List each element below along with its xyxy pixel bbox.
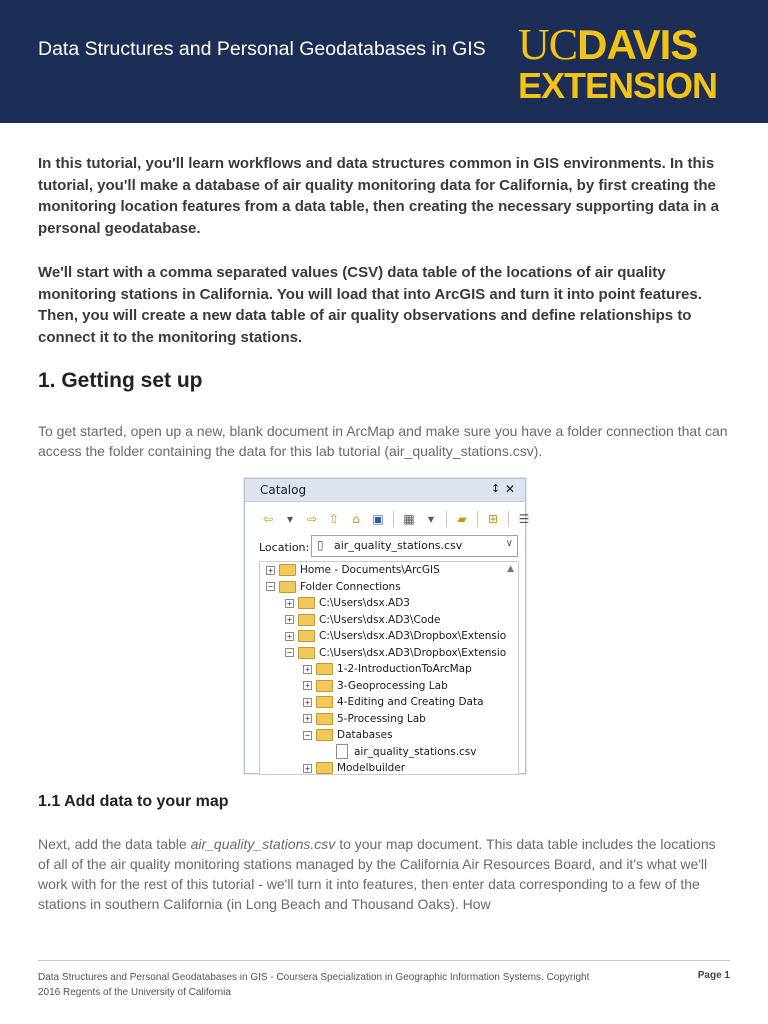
tree-item xyxy=(303,760,405,776)
add-data-text-start: Next, add the data table xyxy=(38,836,191,852)
folder-icon xyxy=(316,696,333,708)
logo-extension: EXTENSION xyxy=(518,65,718,106)
tree-item-label: C:\Users\dsx.AD3 xyxy=(319,597,410,609)
expand-icon: + xyxy=(303,714,312,723)
dropdown-icon: ▾ xyxy=(427,512,435,526)
tree-item-label: C:\Users\dsx.AD3\Code xyxy=(319,613,441,626)
folder-icon xyxy=(298,647,315,659)
connect-folder-icon: ▰ xyxy=(457,512,467,526)
catalog-title-bar xyxy=(245,479,525,502)
toolbar-separator xyxy=(508,511,509,527)
intro-paragraph-1: In this tutorial, you'll learn workflows and data structures common in GIS environments. In this tutorial, you'll make a database of air quality monitoring data for California, by first creating the monitoring location features from a data table, then creating the necessary supporting data in a personal geodatabase. xyxy=(38,155,719,237)
forward-arrow-icon: ⇨ xyxy=(306,512,318,526)
tree-item xyxy=(266,579,401,595)
home-icon: ⌂ xyxy=(352,512,360,526)
logo-line-ucdavis xyxy=(518,20,717,69)
catalog-window-screenshot xyxy=(244,478,530,774)
toggle-tree-icon: ⊞ xyxy=(487,512,499,526)
folder-icon xyxy=(316,680,333,692)
collapse-icon: − xyxy=(266,582,275,591)
view-options-icon: ▦ xyxy=(403,512,415,526)
scroll-up-icon: ▲ xyxy=(507,564,514,574)
footer-divider xyxy=(38,960,730,961)
dropdown-icon: ▾ xyxy=(286,512,294,526)
tree-item-csv xyxy=(336,744,477,760)
tree-item xyxy=(285,612,440,628)
folder-icon xyxy=(298,630,315,642)
folder-icon xyxy=(298,614,315,626)
expand-icon: + xyxy=(285,599,294,608)
folder-connections-icon xyxy=(279,581,296,593)
add-data-filename: air_quality_stations.csv xyxy=(190,836,336,852)
back-arrow-icon: ⇦ xyxy=(262,512,274,526)
folder-icon xyxy=(316,663,333,675)
up-level-icon: ⇧ xyxy=(328,512,340,526)
catalog-toolbar xyxy=(259,509,533,529)
pin-icon: ↕ xyxy=(491,482,501,495)
catalog-title: Catalog xyxy=(260,483,307,497)
tree-item-label: Modelbuilder xyxy=(337,762,406,774)
tree-item xyxy=(285,645,506,661)
chevron-down-icon: ∨ xyxy=(505,538,513,549)
tree-item xyxy=(303,711,426,727)
add-data-text-rest: to your map document. This data table includes the locations of all of the air quality monitoring stations managed by the California Air Resources Board, and it's what we'll work with for the rest of this tutorial - we'll turn it into features, then enter data corresponding to a few of the stations in southern California (in Long Beach and Thousand Oaks). How xyxy=(38,836,716,912)
location-label: Location: xyxy=(259,541,310,554)
expand-icon: + xyxy=(303,698,312,707)
tree-item-label: Databases xyxy=(337,729,393,741)
section-heading-getting-set-up: 1. Getting set up xyxy=(38,369,203,392)
tree-item xyxy=(303,661,472,677)
catalog-tree xyxy=(259,561,519,775)
folder-icon xyxy=(316,729,333,741)
page-header xyxy=(0,0,768,123)
folder-icon xyxy=(316,762,333,774)
file-icon: ▯ xyxy=(317,538,324,552)
tree-item xyxy=(285,628,506,644)
tree-item-label: air_quality_stations.csv xyxy=(354,745,477,758)
expand-icon: + xyxy=(285,615,294,624)
location-value: air_quality_stations.csv xyxy=(334,539,463,552)
getting-set-up-paragraph: To get started, open up a new, blank document in ArcMap and make sure you have a folder connection that can access the folder containing the data for this lab tutorial (air_quality_stations.csv). xyxy=(38,423,728,459)
csv-file-icon xyxy=(336,744,348,759)
ucdavis-extension-logo xyxy=(518,20,718,106)
add-data-paragraph xyxy=(38,834,728,914)
tree-item-label: C:\Users\dsx.AD3\Dropbox\Extensio xyxy=(319,630,507,642)
tree-item-label: Home - Documents\ArcGIS xyxy=(300,564,440,576)
section-heading-add-data: 1.1 Add data to your map xyxy=(38,793,229,810)
toolbar-separator xyxy=(393,511,394,527)
tree-item xyxy=(303,678,448,694)
expand-icon: + xyxy=(303,681,312,690)
expand-icon: + xyxy=(303,764,312,773)
tree-item-label: 5-Processing Lab xyxy=(337,712,426,725)
tree-item-label: C:\Users\dsx.AD3\Dropbox\Extensio xyxy=(319,646,507,659)
tree-item xyxy=(303,727,393,743)
tree-item-label: 1-2-IntroductionToArcMap xyxy=(337,663,472,675)
tree-item-label: 4-Editing and Creating Data xyxy=(337,696,484,708)
close-icon: ✕ xyxy=(505,482,516,496)
default-gdb-icon: ▣ xyxy=(372,512,384,526)
logo-davis: DAVIS xyxy=(577,21,698,68)
page-number: Page 1 xyxy=(697,970,730,981)
intro-paragraph-2: We'll start with a comma separated values (CSV) data table of the locations of air quality monitoring stations in California. You will load that into ArcGIS and turn it into point features. Then, you will create a new data table of air quality observations and define relationships to connect it to the monitoring stations. xyxy=(38,264,702,346)
expand-icon: + xyxy=(303,665,312,674)
folder-icon xyxy=(298,597,315,609)
toolbar-separator xyxy=(446,511,447,527)
tree-item xyxy=(266,562,440,578)
folder-icon xyxy=(316,713,333,725)
footer-text: Data Structures and Personal Geodatabases in GIS - Coursera Specialization in Geographic Information Systems. Copyright 2016 Regents of the University of California xyxy=(38,972,590,998)
home-folder-icon xyxy=(279,564,296,576)
tree-item-label: 3-Geoprocessing Lab xyxy=(337,679,448,692)
options-icon: ☰ xyxy=(518,512,530,526)
tree-item xyxy=(285,595,410,611)
location-field xyxy=(311,535,518,557)
collapse-icon: − xyxy=(285,648,294,657)
document-title: Data Structures and Personal Geodatabases in GIS xyxy=(38,38,486,60)
expand-icon: + xyxy=(285,632,294,641)
logo-uc: UC xyxy=(518,20,578,69)
toolbar-separator xyxy=(477,511,478,527)
tree-item-label: Folder Connections xyxy=(300,580,401,593)
tree-item xyxy=(303,694,484,710)
expand-icon: + xyxy=(266,566,275,575)
collapse-icon: − xyxy=(303,731,312,740)
